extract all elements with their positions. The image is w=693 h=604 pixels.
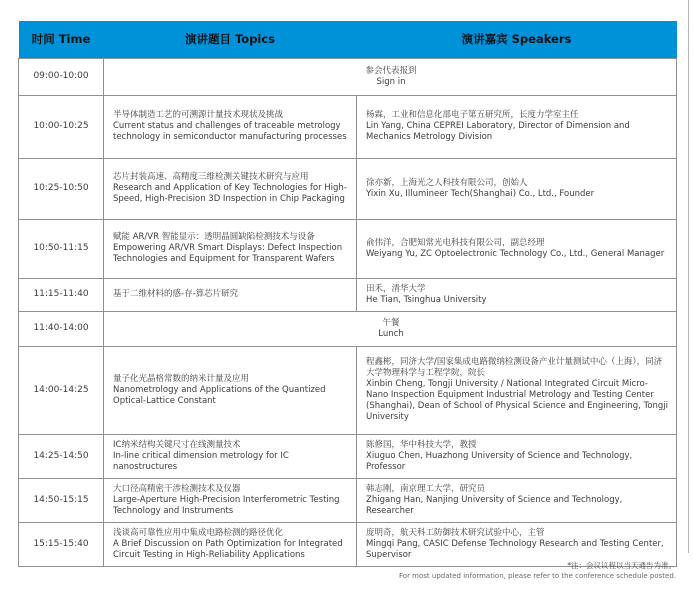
speaker-zh: 田禾，清华大学 [366,283,426,294]
schedule-row-lunch [19,311,677,346]
topic-en: Research and Application of Key Technologies for High-Speed, High-Precision 3D Inspection in Chip Packaging [113,183,347,204]
speaker-en: Xinbin Cheng, Tongji University / National Integrated Circuit Micro-Nano Inspection Equipment Industrial Metrology and Testing Center (Shanghai), Dean of School of Physical Science and Engineering, Tongji University [366,379,669,422]
time-cell: 10:50-11:15 [19,219,104,278]
topic-cell [104,219,357,278]
schedule-row [19,158,677,219]
schedule-row [19,522,677,566]
topic-zh: 基于二维材料的感-存-算芯片研究 [113,289,239,299]
topic-en: A Brief Discussion on Path Optimization for Integrated Circuit Testing in High-Reliability Applications [113,538,343,560]
time-cell: 11:15-11:40 [19,278,104,311]
time-cell: 09:00-10:00 [19,58,104,95]
topic-en: Nanometrology and Applications of the Quantized Optical-Lattice Constant [113,384,326,406]
time-cell: 11:40-14:00 [19,311,104,346]
disclaimer-zh: *注：会议议程以当天通告为准。 [567,561,676,570]
speaker-zh: 俞伟洋，合肥知常光电科技有限公司，副总经理 [366,237,545,248]
activity-zh: 午餐 [382,317,400,328]
speaker-zh: 韩志刚，南京理工大学，研究员 [366,483,486,494]
speaker-cell [357,219,677,278]
speaker-en: Yixin Xu, Illumineer Tech(Shanghai) Co., Ltd., Founder [366,188,595,199]
topic-en: Large-Aperture High-Precision Interferometric Testing Technology and Instruments [113,494,340,516]
topic-cell [104,95,357,158]
schedule-row [19,346,677,434]
topic-cell [104,478,357,522]
topic-cell [104,158,357,219]
activity-en: Sign in [376,76,406,87]
schedule-row-signin [19,58,677,95]
time-cell: 15:15-15:40 [19,522,104,566]
speaker-zh: 陈修国，华中科技大学，教授 [366,439,477,450]
speaker-cell [357,95,677,158]
topic-cell [104,346,357,434]
topic-zh: 赋能 AR/VR 智能显示：透明晶圆缺陷检测技术与设备 [113,232,315,242]
speaker-cell [357,522,677,566]
speaker-en: Mingqi Pang, CASIC Defense Technology Research and Testing Center, Supervisor [366,538,664,560]
speaker-en: Zhigang Han, Nanjing University of Science and Technology, Researcher [366,494,623,516]
speaker-zh: 程鑫彬，同济大学/国家集成电路微纳检测设备产业计量测试中心（上海），同济大学物理科学与工程学院，院长 [366,357,663,378]
topic-cell [104,522,357,566]
speaker-en: Lin Yang, China CEPREI Laboratory, Director of Dimension and Mechanics Metrology Division [366,121,630,142]
column-header-speakers: 演讲嘉宾 Speakers [357,21,677,58]
merged-activity-cell [104,311,677,346]
topic-zh: IC纳米结构关键尺寸在线测量技术 [113,439,241,450]
topic-cell [104,278,357,311]
speaker-cell [357,346,677,434]
schedule-row [19,219,677,278]
speaker-en: Xiuguo Chen, Huazhong University of Science and Technology, Professor [366,450,633,472]
speaker-cell [357,434,677,478]
time-cell: 10:25-10:50 [19,158,104,219]
speaker-en: Weiyang Yu, ZC Optoelectronic Technology Co., Ltd., General Manager [366,248,665,259]
schedule-row [19,278,677,311]
schedule-table [18,21,677,567]
speaker-zh: 徐亦新，上海光之人科技有限公司，创始人 [366,177,528,188]
speaker-cell [357,278,677,311]
page-edge-line [688,0,689,553]
topic-cell [104,434,357,478]
merged-activity-cell [104,58,677,95]
time-cell: 14:50-15:15 [19,478,104,522]
speaker-zh: 庞明奇，航天科工防御技术研究试验中心，主管 [366,527,545,538]
disclaimer-en: For most updated information, please refer to the conference schedule posted. [399,572,676,580]
column-header-time: 时间 Time [19,21,104,58]
schedule-row [19,478,677,522]
time-cell: 14:25-14:50 [19,434,104,478]
topic-zh: 量子化光晶格常数的纳米计量及应用 [113,373,250,384]
speaker-zh: 杨霖，工业和信息化部电子第五研究所，长度力学室主任 [366,110,579,120]
topic-en: Empowering AR/VR Smart Displays: Defect Inspection Technologies and Equipment for Transparent Wafers [113,243,343,264]
speaker-cell [357,158,677,219]
topic-en: Current status and challenges of traceable metrology technology in semiconductor manufacturing processes [113,121,347,142]
topic-zh: 半导体制造工艺的可溯源计量技术现状及挑战 [113,110,284,120]
time-cell: 10:00-10:25 [19,95,104,158]
schedule-row [19,434,677,478]
column-header-topics: 演讲题目 Topics [104,21,357,58]
topic-zh: 浅谈高可靠性应用中集成电路检测的路径优化 [113,527,284,538]
speaker-cell [357,478,677,522]
activity-en: Lunch [378,328,404,339]
time-cell: 14:00-14:25 [19,346,104,434]
schedule-disclaimer [399,561,676,581]
header-row [19,21,677,58]
schedule-row [19,95,677,158]
topic-zh: 大口径高精密干涉检测技术及仪器 [113,483,241,494]
activity-zh: 参会代表报到 [365,65,417,76]
topic-zh: 芯片封装高速、高精度三维检测关键技术研究与应用 [113,172,309,182]
speaker-en: He Tian, Tsinghua University [366,294,487,305]
topic-en: In-line critical dimension metrology for IC nanostructures [113,450,289,472]
